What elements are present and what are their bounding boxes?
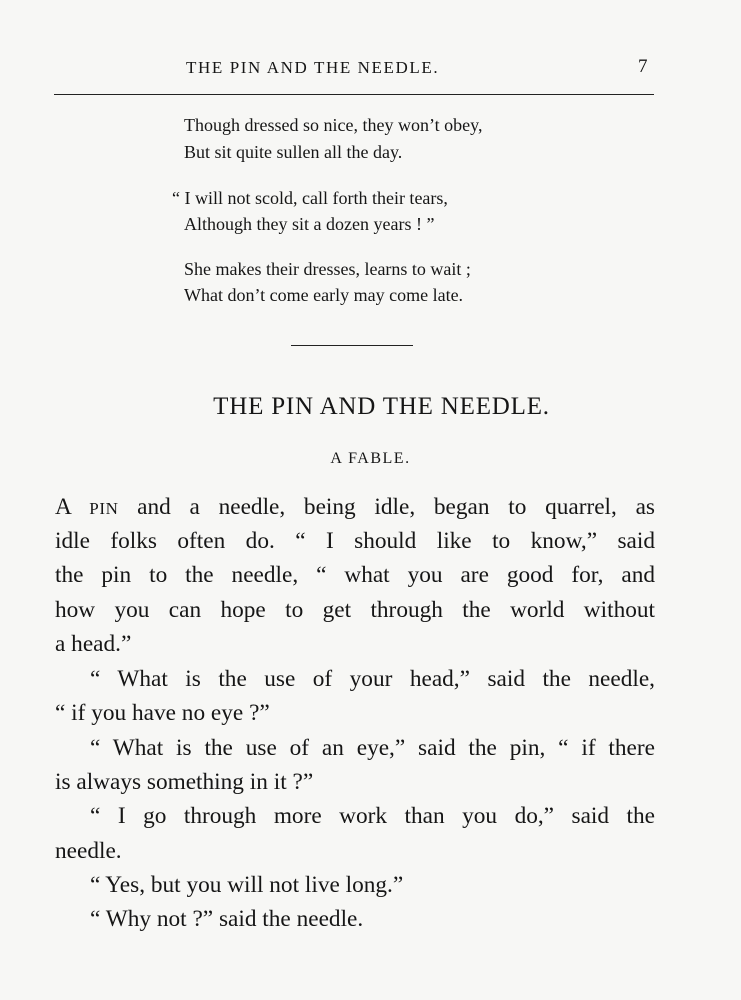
poem-line: But sit quite sullen all the day. xyxy=(184,142,403,162)
fable-paragraph-line xyxy=(55,494,655,521)
poem-line: What don’t come early may come late. xyxy=(184,285,464,305)
opening-smallcaps: PIN xyxy=(89,499,119,518)
fable-paragraph-line: how you can hope to get through the world without xyxy=(55,597,655,623)
fable-paragraph-line: “ Yes, but you will not live long.” xyxy=(90,872,404,898)
header-rule xyxy=(54,94,654,95)
poem-line: “ I will not scold, call forth their tears, xyxy=(172,188,448,208)
fable-paragraph-line: “ What is the use of an eye,” said the pin, “ if there xyxy=(90,735,655,761)
fable-paragraph-line: a head.” xyxy=(55,631,132,657)
fable-line-text: and a needle, being idle, began to quarrel, as xyxy=(118,494,655,520)
fable-paragraph-line: “ Why not ?” said the needle. xyxy=(90,906,364,932)
running-header-title: THE PIN AND THE NEEDLE. xyxy=(186,58,440,77)
fable-paragraph-line: the pin to the needle, “ what you are good for, and xyxy=(55,562,655,588)
fable-paragraph-line: needle. xyxy=(55,838,122,864)
fable-paragraph-line: “ What is the use of your head,” said the needle, xyxy=(90,666,655,692)
fable-paragraph-line: “ if you have no eye ?” xyxy=(55,700,270,726)
opening-initial: A xyxy=(55,494,71,520)
fable-paragraph-line: is always something in it ?” xyxy=(55,769,314,795)
fable-title: THE PIN AND THE NEEDLE. xyxy=(213,393,550,420)
fable-paragraph-line: “ I go through more work than you do,” said the xyxy=(90,803,655,829)
section-divider xyxy=(291,345,413,346)
fable-paragraph-line: idle folks often do. “ I should like to know,” said xyxy=(55,528,655,554)
page-number: 7 xyxy=(638,56,648,77)
poem-line: Although they sit a dozen years ! ” xyxy=(184,214,435,234)
poem-line: She makes their dresses, learns to wait ; xyxy=(184,259,471,279)
poem-line: Though dressed so nice, they won’t obey, xyxy=(184,115,483,135)
fable-subtitle: A FABLE. xyxy=(330,450,411,467)
